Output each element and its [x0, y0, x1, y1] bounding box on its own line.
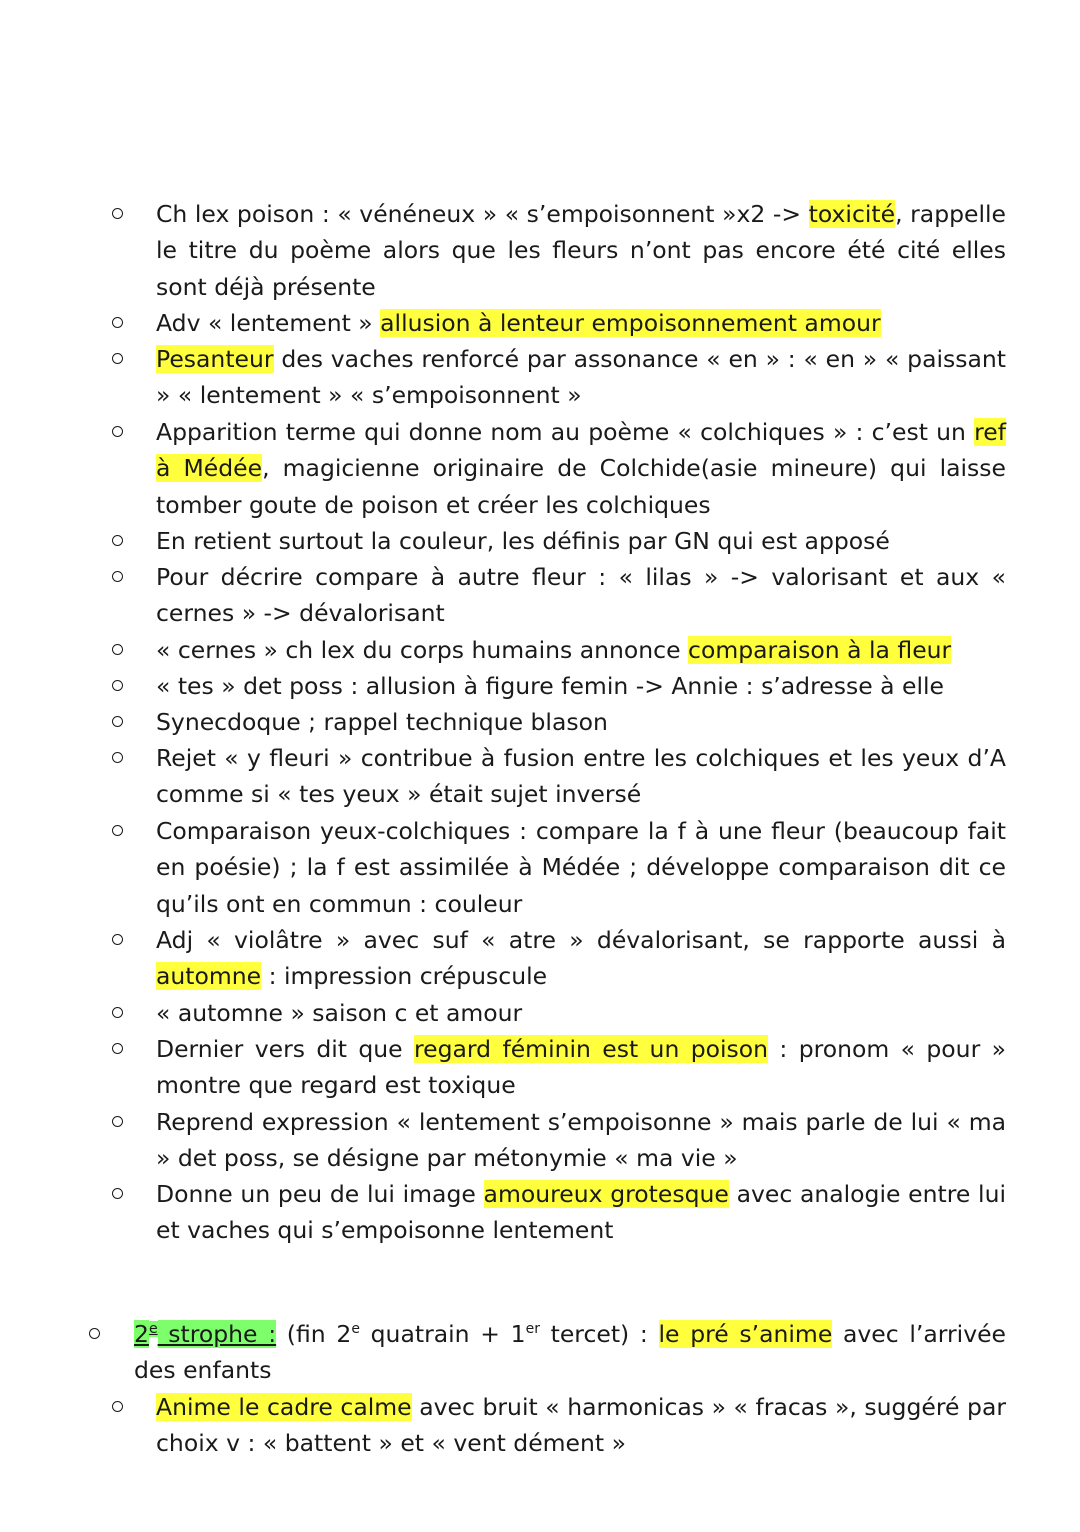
text-segment: : pronom « pour » montre que regard est toxique	[156, 1035, 1006, 1100]
circle-bullet-icon	[89, 1328, 100, 1339]
text-segment: Ch lex poison : « vénéneux » « s’empoisonnent »x2 ->	[156, 200, 809, 228]
circle-bullet-icon	[112, 571, 123, 582]
list-item-text	[156, 813, 1006, 922]
circle-bullet-icon	[112, 752, 123, 763]
text-segment: Pour décrire compare à autre fleur : « lilas » -> valorisant et aux « cernes » -> dévalorisant	[156, 563, 1006, 628]
circle-bullet-icon	[112, 716, 123, 727]
text-segment: avec l’arrivée des enfants	[134, 1320, 1007, 1385]
section-heading-text: strophe :	[157, 1320, 277, 1348]
text-segment: , magicienne originaire de Colchide(asie mineure) qui laisse tomber goute de poison et créer les colchiques	[156, 454, 1007, 519]
circle-bullet-icon	[112, 1043, 123, 1054]
circle-bullet-icon	[112, 317, 123, 328]
text-segment: avec bruit « harmonicas » « fracas », suggéré par choix v : « battent » et « vent dément »	[156, 1393, 1007, 1458]
circle-bullet-icon	[112, 680, 123, 691]
text-segment: avec analogie entre lui et vaches qui s’empoisonne lentement	[156, 1180, 1006, 1245]
highlighted-text: amoureux grotesque	[483, 1180, 729, 1208]
text-segment: (fin 2	[276, 1320, 352, 1348]
text-segment: Adj « violâtre » avec suf « atre » dévalorisant, se rapporte aussi à	[156, 926, 1006, 954]
highlighted-text: Anime le cadre calme	[156, 1393, 412, 1421]
circle-bullet-icon	[112, 1401, 123, 1412]
list-item-text	[156, 523, 1006, 559]
list-item-text	[156, 995, 1006, 1031]
text-segment: Dernier vers dit que	[156, 1035, 414, 1063]
list-item-text	[156, 1031, 1006, 1104]
list-item-text	[156, 305, 1006, 341]
text-segment: Synecdoque ; rappel technique blason	[156, 708, 608, 736]
text-segment: Donne un peu de lui image	[156, 1180, 484, 1208]
text-segment: : impression crépuscule	[261, 962, 548, 991]
text-segment: Apparition terme qui donne nom au poème « colchiques » : c’est un	[156, 418, 975, 446]
highlighted-text: comparaison à la fleur	[688, 636, 952, 664]
text-segment: Comparaison yeux-colchiques : compare la f à une fleur (beaucoup fait en poésie) ; la f est assimilée à Médée ; développe comparaison dit ce qu’ils ont en commun : couleur	[156, 817, 1006, 918]
circle-bullet-icon	[112, 1007, 123, 1018]
highlighted-text: toxicité	[808, 200, 896, 228]
list-item-text	[156, 1176, 1006, 1249]
highlighted-text: automne	[156, 962, 262, 991]
list-item-text	[156, 414, 1006, 523]
list-item-text	[156, 559, 1006, 632]
text-segment: Reprend expression « lentement s’empoisonne » mais parle de lui « ma » det poss, se désigne par métonymie « ma vie »	[156, 1108, 1006, 1173]
highlighted-text: regard féminin est un poison	[414, 1035, 769, 1063]
text-segment: er	[525, 1321, 540, 1338]
circle-bullet-icon	[112, 426, 123, 437]
highlighted-text: Pesanteur	[156, 345, 274, 373]
circle-bullet-icon	[112, 825, 123, 836]
text-segment: Rejet « y fleuri » contribue à fusion entre les colchiques et les yeux d’A comme si « tes yeux » était sujet inversé	[156, 744, 1006, 809]
list-item-text	[156, 196, 1006, 305]
list-item-text	[156, 668, 1006, 704]
list-item-text	[156, 341, 1006, 414]
text-segment: quatrain + 1	[359, 1320, 526, 1348]
circle-bullet-icon	[112, 208, 123, 219]
text-segment: « automne » saison c et amour	[156, 999, 523, 1027]
list-item-text	[156, 1104, 1006, 1177]
text-segment: des vaches renforcé par assonance « en » : « en » « paissant » « lentement » « s’empoisonnent »	[156, 345, 1006, 410]
highlighted-text: ref à Médée	[156, 418, 1006, 483]
text-segment: e	[351, 1321, 360, 1338]
circle-bullet-icon	[112, 353, 123, 364]
list-item-text	[156, 704, 1006, 740]
list-item-text	[134, 1316, 1006, 1389]
section-heading-text: 2	[134, 1320, 149, 1348]
circle-bullet-icon	[112, 1188, 123, 1199]
circle-bullet-icon	[112, 1116, 123, 1127]
list-item-text	[156, 1389, 1006, 1462]
list-item-text	[156, 922, 1006, 995]
circle-bullet-icon	[112, 535, 123, 546]
text-segment: Adv « lentement »	[156, 309, 381, 337]
text-segment: , rappelle le titre du poème alors que les fleurs n’ont pas encore été cité elles sont déjà présente	[156, 200, 1007, 301]
highlighted-text: le pré s’anime	[658, 1320, 833, 1348]
text-segment: tercet) :	[539, 1320, 659, 1348]
circle-bullet-icon	[112, 644, 123, 655]
list-item-text	[156, 632, 1006, 668]
circle-bullet-icon	[112, 934, 123, 945]
section-heading-text: e	[148, 1321, 158, 1338]
list-item-text	[156, 740, 1006, 813]
text-segment: « tes » det poss : allusion à figure femin -> Annie : s’adresse à elle	[156, 672, 944, 700]
highlighted-text: allusion à lenteur empoisonnement amour	[380, 309, 881, 337]
text-segment: « cernes » ch lex du corps humains annonce	[156, 636, 689, 664]
text-segment: En retient surtout la couleur, les définis par GN qui est apposé	[156, 527, 890, 555]
